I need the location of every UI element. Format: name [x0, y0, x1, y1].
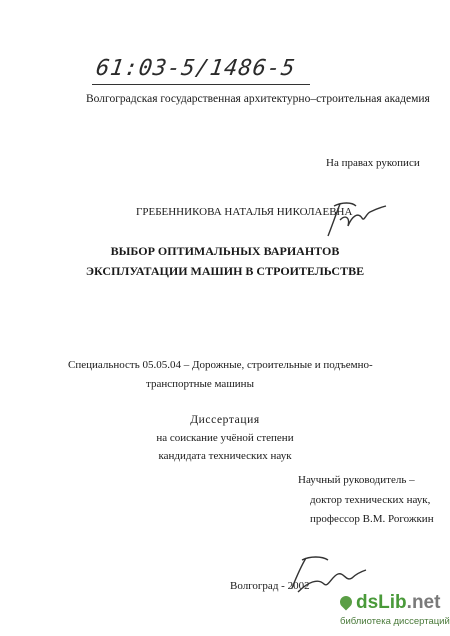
location-pin-icon	[338, 594, 355, 611]
author-name: ГРЕБЕННИКОВА НАТАЛЬЯ НИКОЛАЕВНА	[136, 206, 353, 218]
specialty-line-2: транспортные машины	[146, 378, 254, 390]
watermark	[340, 592, 450, 636]
dissertation-field-line: кандидата технических наук	[158, 450, 292, 462]
watermark-logo: dsLib.net	[356, 592, 441, 613]
title-line-2: ЭКСПЛУАТАЦИИ МАШИН В СТРОИТЕЛЬСТВЕ	[85, 264, 365, 278]
title-line-1: ВЫБОР ОПТИМАЛЬНЫХ ВАРИАНТОВ	[110, 244, 340, 258]
supervisor-label: Научный руководитель –	[298, 474, 415, 486]
institution-name: Волгоградская государственная архитектурно–строительная академия	[86, 93, 430, 105]
archive-number: 61:03-5/1486-5	[94, 56, 298, 81]
city-year: Волгоград - 2002	[230, 580, 310, 592]
archive-underline	[92, 84, 310, 85]
supervisor-name: профессор В.М. Рогожкин	[310, 513, 434, 525]
dissertation-degree-line: на соискание учёной степени	[156, 432, 294, 444]
author-signature	[322, 196, 392, 244]
rights-note: На правах рукописи	[326, 157, 420, 169]
supervisor-degree: доктор технических наук,	[310, 494, 431, 506]
specialty-line-1: Специальность 05.05.04 – Дорожные, строительные и подъемно-	[68, 359, 373, 371]
dissertation-heading: Диссертация	[190, 414, 260, 426]
watermark-subtitle: библиотека диссертаций	[340, 616, 450, 627]
